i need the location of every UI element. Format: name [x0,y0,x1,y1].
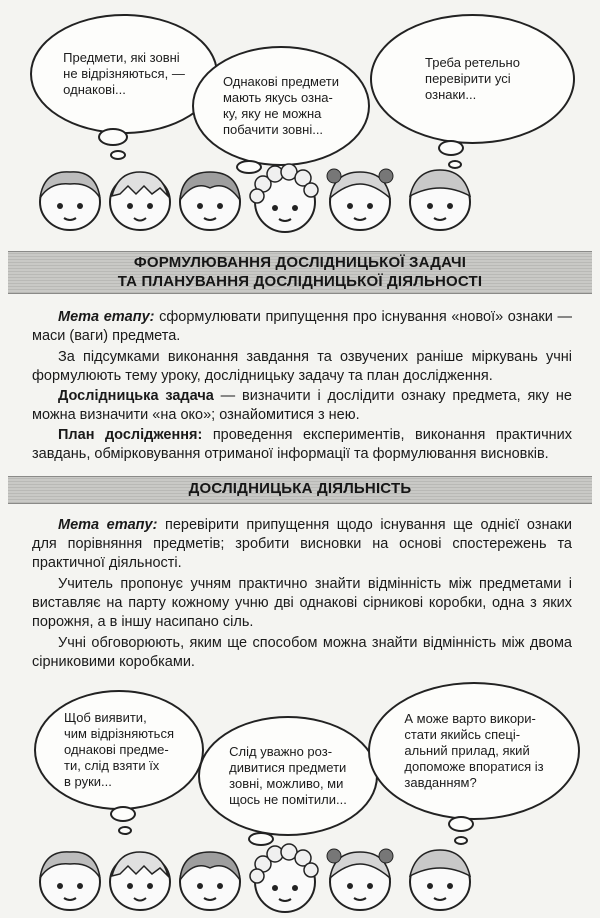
thought-bubble-1 [30,14,218,134]
child-face-icon [100,158,180,238]
section-title-line-2: ТА ПЛАНУВАННЯ ДОСЛІДНИЦЬКОЇ ДІЯЛЬНОСТІ [117,273,483,290]
summary-text: За підсумками виконання завдання та озвучених раніше міркувань учні формулюють тему уроку, дослідницьку задачу та план дослідження. [32,349,572,384]
thought-bubble-3 [370,14,575,144]
paragraph-goal-2 [32,516,572,573]
thought-bubble-4 [34,690,204,810]
section-title-line-1: ФОРМУЛЮВАННЯ ДОСЛІДНИЦЬКОЇ ЗАДАЧІ [133,254,467,271]
section-header-formulation [8,251,592,294]
section-header-research-activity [8,476,592,504]
research-plan-text: проведення експериментів, виконання практичних завдань, обмірковування отриманої інформації та формулювання висновків. [32,427,572,462]
children-illustration-top [30,158,570,238]
thought-bubble-4-tail [110,806,136,822]
goal-text: сформулювати припущення про існування «нової» ознаки — маси (ваги) предмета. [32,309,572,344]
thought-bubble-6-text: А може варто викори- стати якийсь спеці- альний прилад, який допоможе впоратися із завданням? [404,711,544,790]
paragraph-students [32,634,572,672]
goal-label: Мета етапу: [58,517,158,533]
child-face-icon [400,838,480,918]
thought-bubble-6 [368,682,580,820]
child-face-icon [400,158,480,238]
children-illustration-bottom [30,838,570,918]
child-face-icon [170,838,250,918]
teacher-text: Учитель пропонує учням практично знайти відмінність між предметами і виставляє на парту кожному учню дві однакові сірникові коробки, одна з яких порожня, а в іншу насипано сіль. [32,576,572,630]
thought-bubble-2-text: Однакові предмети мають якусь озна- ку, яку не можна побачити зовні... [222,74,340,137]
thought-bubble-5 [198,716,378,836]
paragraph-goal [32,308,572,346]
thought-bubble-5-text: Слід уважно роз- дивитися предмети зовні, можливо, ми щось не помітили... [229,744,347,807]
child-face-icon [320,838,400,918]
thought-bubble-1-text: Предмети, які зовні не відрізняються, — однакові... [63,50,185,97]
thought-bubble-3-text: Треба ретельно перевірити усі ознаки... [425,55,520,102]
child-face-icon [30,838,110,918]
research-plan-label: План дослідження: [58,427,203,443]
thought-bubble-3-tail [438,140,464,156]
child-face-icon [245,158,325,238]
paragraph-summary [32,348,572,386]
goal-text: перевірити припущення щодо існування ще однієї ознаки для порівняння предметів; зробити висновки на основі спостережень та практичної діяльності. [32,517,573,571]
thought-bubble-4-text: Щоб виявити, чим відрізняються однакові предме- ти, слід взяти їх в руки... [64,710,174,789]
thought-bubble-6-tail [448,816,474,832]
paragraph-research-plan [32,426,572,464]
thought-bubble-1-tail [98,128,128,146]
goal-label: Мета етапу: [58,309,155,325]
paragraph-teacher [32,575,572,632]
child-face-icon [100,838,180,918]
child-face-icon [245,838,325,918]
section-title: ДОСЛІДНИЦЬКА ДІЯЛЬНІСТЬ [188,480,412,497]
child-face-icon [30,158,110,238]
thought-bubble-2 [192,46,370,166]
thought-bubble-4-tail [118,826,132,835]
child-face-icon [320,158,400,238]
students-text: Учні обговорюють, яким ще способом можна знайти відмінність між двома сірниковими коробками. [32,635,572,670]
child-face-icon [170,158,250,238]
paragraph-research-task [32,387,572,425]
research-task-text: — визначити і дослідити ознаку предмета, яку не можна визначити «на око»; ознайомитися з нею. [32,388,572,423]
research-task-label: Дослідницька задача [58,388,214,404]
